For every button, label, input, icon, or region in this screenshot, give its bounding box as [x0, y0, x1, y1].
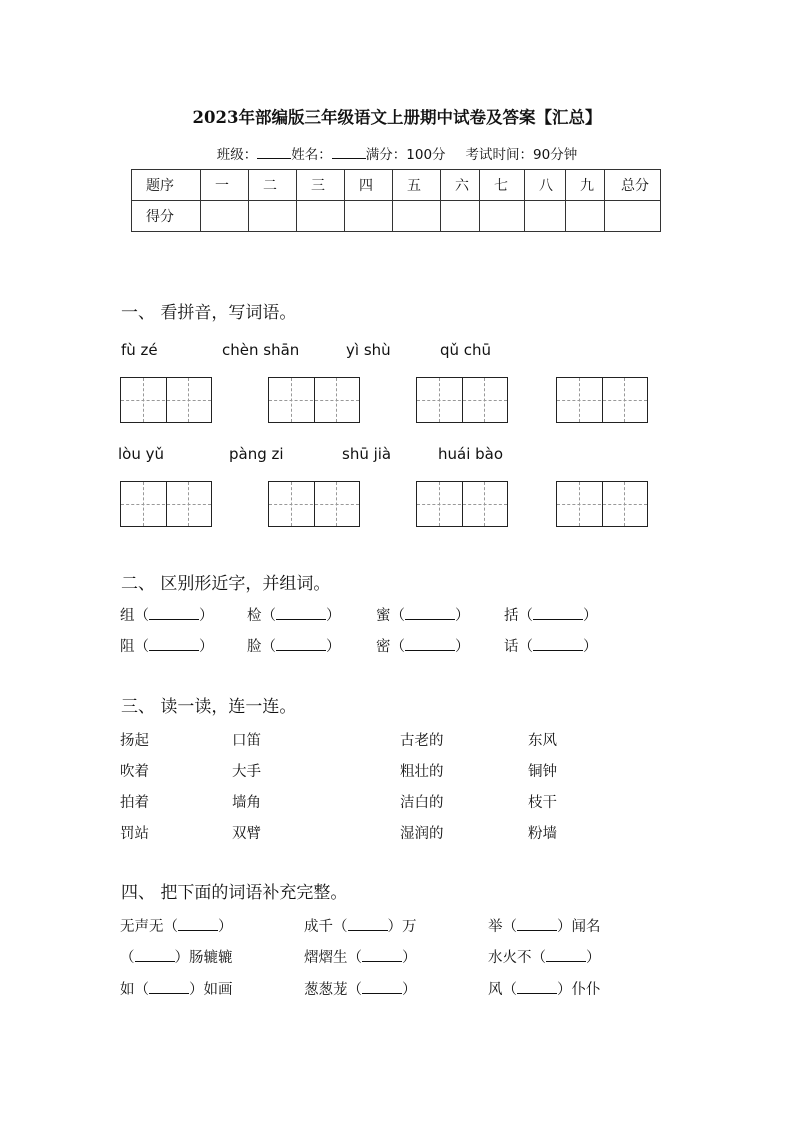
answer-blank[interactable] — [362, 949, 402, 962]
idiom-prefix: 葱葱茏 — [304, 982, 348, 998]
answer-blank[interactable] — [533, 607, 583, 620]
match-word[interactable]: 东风 — [528, 733, 557, 749]
score-cell[interactable] — [566, 201, 605, 232]
pinyin: fù zé — [121, 341, 158, 359]
table-cell: 七 — [480, 170, 525, 201]
match-word[interactable]: 双臂 — [232, 826, 261, 842]
match-word[interactable]: 铜钟 — [528, 764, 557, 780]
answer-blank[interactable] — [546, 949, 586, 962]
match-word[interactable]: 扬起 — [120, 733, 149, 749]
idiom-item: （ ）肠辘辘 — [120, 950, 233, 966]
score-cell[interactable] — [297, 201, 345, 232]
match-word[interactable]: 粗壮的 — [400, 764, 444, 780]
class-blank[interactable] — [257, 146, 291, 159]
idiom-item: 举（ ）闻名 — [488, 919, 601, 935]
table-cell: 三 — [297, 170, 345, 201]
idiom-item: 葱葱茏（ ） — [304, 982, 417, 998]
idiom-prefix: 无声无 — [120, 919, 164, 935]
pinyin: qǔ chū — [440, 341, 492, 359]
word-pair-item: 检（ ） — [247, 608, 341, 624]
idiom-item: 如（ ）如画 — [120, 982, 233, 998]
idiom-item: 熠熠生（ ） — [304, 950, 417, 966]
idiom-prefix: 风 — [488, 982, 503, 998]
answer-blank[interactable] — [178, 918, 218, 931]
answer-blank[interactable] — [405, 607, 455, 620]
writing-grid[interactable] — [268, 377, 360, 423]
score-cell[interactable] — [441, 201, 480, 232]
section3-heading: 三、 读一读，连一连。 — [121, 697, 297, 717]
idiom-suffix: 仆仆 — [571, 982, 601, 998]
name-label: 姓名： — [291, 147, 332, 163]
table-cell: 总分 — [605, 170, 661, 201]
idiom-item: 成千（ ）万 — [304, 919, 417, 935]
table-cell: 题序 — [132, 170, 201, 201]
match-word[interactable]: 罚站 — [120, 826, 149, 842]
writing-grid[interactable] — [556, 481, 648, 527]
full-score: 满分：100分 — [365, 147, 446, 163]
character: 括 — [504, 608, 519, 624]
match-word[interactable]: 口笛 — [232, 733, 261, 749]
class-label: 班级： — [216, 147, 258, 163]
score-cell[interactable] — [525, 201, 566, 232]
table-cell: 五 — [393, 170, 441, 201]
character: 组 — [120, 608, 135, 624]
answer-blank[interactable] — [533, 638, 583, 651]
answer-blank[interactable] — [405, 638, 455, 651]
score-cell[interactable] — [393, 201, 441, 232]
table-cell: 八 — [525, 170, 566, 201]
score-table — [131, 169, 661, 232]
idiom-prefix: 熠熠生 — [304, 950, 348, 966]
table-cell: 四 — [345, 170, 393, 201]
idiom-suffix: 如画 — [203, 982, 233, 998]
answer-blank[interactable] — [276, 607, 326, 620]
character: 检 — [247, 608, 262, 624]
answer-blank[interactable] — [517, 918, 557, 931]
idiom-prefix: 如 — [120, 982, 135, 998]
answer-blank[interactable] — [149, 638, 199, 651]
answer-blank[interactable] — [276, 638, 326, 651]
score-cell[interactable] — [605, 201, 661, 232]
writing-grid[interactable] — [556, 377, 648, 423]
score-cell[interactable] — [249, 201, 297, 232]
match-word[interactable]: 粉墙 — [528, 826, 557, 842]
character: 密 — [376, 639, 391, 655]
writing-grid[interactable] — [416, 377, 508, 423]
answer-blank[interactable] — [149, 981, 189, 994]
word-pair-item: 密（ ） — [376, 639, 470, 655]
writing-grid[interactable] — [120, 481, 212, 527]
table-cell: 二 — [249, 170, 297, 201]
character: 蜜 — [376, 608, 391, 624]
match-word[interactable]: 枝干 — [528, 795, 557, 811]
answer-blank[interactable] — [149, 607, 199, 620]
idiom-item: 无声无（ ） — [120, 919, 233, 935]
exam-info — [0, 143, 794, 163]
idiom-prefix: 成千 — [304, 919, 333, 935]
character: 阻 — [120, 639, 135, 655]
pinyin: lòu yǔ — [118, 445, 165, 463]
table-cell: 得分 — [132, 201, 201, 232]
word-pair-item: 组（ ） — [120, 608, 214, 624]
match-word[interactable]: 大手 — [232, 764, 261, 780]
section2-heading: 二、 区别形近字，并组词。 — [121, 574, 331, 594]
section1-heading: 一、 看拼音，写词语。 — [121, 303, 297, 323]
score-cell[interactable] — [345, 201, 393, 232]
word-pair-item: 话（ ） — [504, 639, 598, 655]
word-pair-item: 阻（ ） — [120, 639, 214, 655]
match-word[interactable]: 古老的 — [400, 733, 444, 749]
pinyin: pàng zi — [229, 445, 284, 463]
table-cell: 六 — [441, 170, 480, 201]
idiom-suffix: 肠辘辘 — [189, 950, 233, 966]
page-title: 2023年部编版三年级语文上册期中试卷及答案【汇总】 — [192, 108, 602, 127]
answer-blank[interactable] — [135, 949, 175, 962]
match-word[interactable]: 湿润的 — [400, 826, 444, 842]
word-pair-item: 括（ ） — [504, 608, 598, 624]
table-cell: 九 — [566, 170, 605, 201]
word-pair-item: 蜜（ ） — [376, 608, 470, 624]
match-word[interactable]: 墙角 — [232, 795, 261, 811]
idiom-suffix: 万 — [402, 919, 417, 935]
pinyin: chèn shān — [222, 341, 300, 359]
score-table-header — [132, 170, 661, 201]
section4-heading: 四、 把下面的词语补充完整。 — [121, 883, 348, 903]
answer-blank[interactable] — [348, 918, 388, 931]
score-cell[interactable] — [480, 201, 525, 232]
match-word[interactable]: 拍着 — [120, 795, 149, 811]
pinyin: yì shù — [346, 341, 391, 359]
idiom-prefix: 水火不 — [488, 950, 532, 966]
match-word[interactable]: 洁白的 — [400, 795, 444, 811]
answer-blank[interactable] — [362, 981, 402, 994]
idiom-item: 风（ ）仆仆 — [488, 982, 601, 998]
pinyin: huái bào — [438, 445, 504, 463]
table-cell: 一 — [201, 170, 249, 201]
character: 脸 — [247, 639, 262, 655]
match-word[interactable]: 吹着 — [120, 764, 149, 780]
writing-grid[interactable] — [416, 481, 508, 527]
score-table-row — [132, 201, 661, 232]
idiom-item: 水火不（ ） — [488, 950, 601, 966]
idiom-suffix: 闻名 — [571, 919, 601, 935]
score-cell[interactable] — [201, 201, 249, 232]
character: 话 — [504, 639, 519, 655]
idiom-prefix: 举 — [488, 919, 503, 935]
exam-time: 考试时间：90分钟 — [465, 147, 578, 163]
pinyin: shū jià — [342, 445, 392, 463]
writing-grid[interactable] — [120, 377, 212, 423]
word-pair-item: 脸（ ） — [247, 639, 341, 655]
name-blank[interactable] — [332, 146, 366, 159]
writing-grid[interactable] — [268, 481, 360, 527]
answer-blank[interactable] — [517, 981, 557, 994]
